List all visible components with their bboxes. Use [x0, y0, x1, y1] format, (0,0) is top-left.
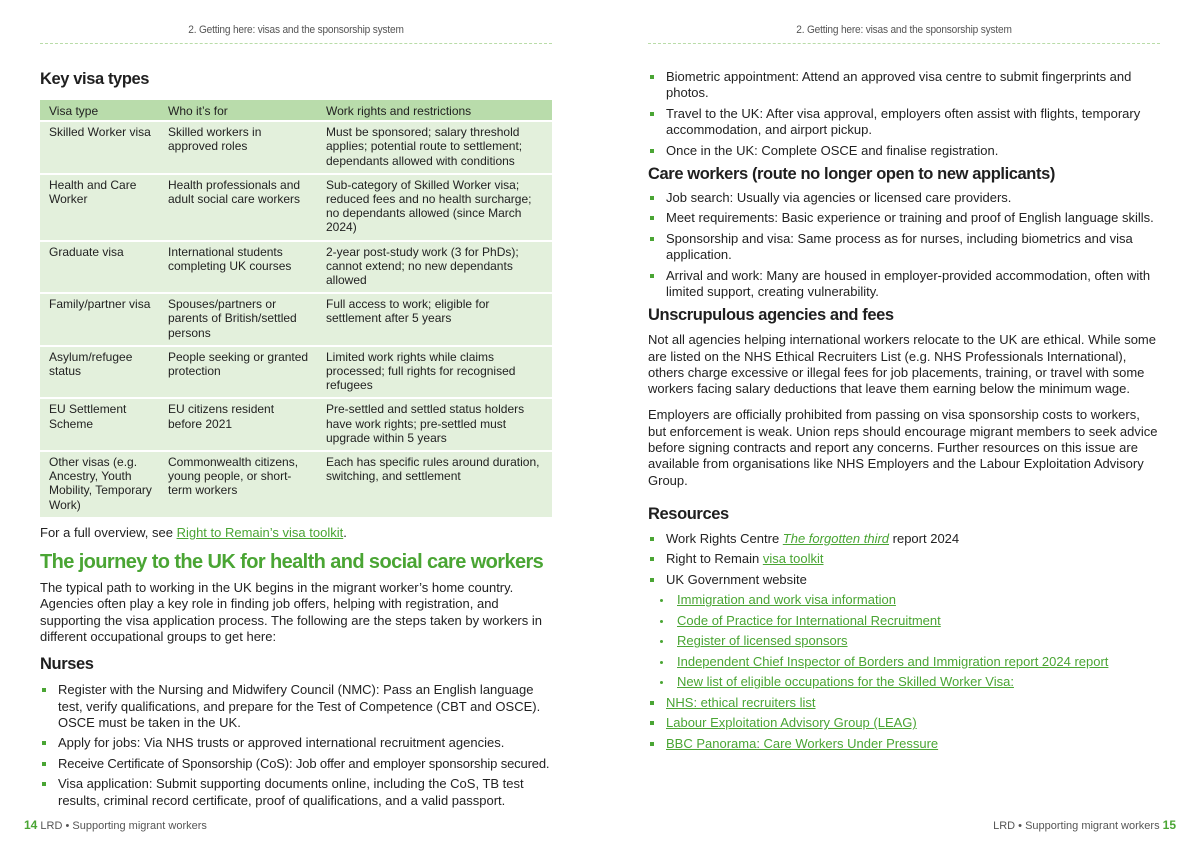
table-cell: Pre-settled and settled status holders have work rights; pre-settled must upgrade within 5 years: [317, 399, 552, 450]
overview-paragraph: [40, 525, 552, 541]
bullet-icon: [650, 537, 654, 541]
list-item-text: Travel to the UK: After visa approval, employers often assist with flights, temporary accommodation, and airport pickup.: [666, 105, 1141, 138]
dot-bullet-icon: [660, 640, 663, 643]
list-item: [40, 776, 552, 809]
table-cell: Limited work rights while claims processed; full rights for recognised refugees: [317, 347, 552, 398]
visa-toolkit-link[interactable]: Right to Remain’s visa toolkit: [176, 524, 344, 540]
nurses-steps-list: [40, 682, 552, 809]
column-header: Visa type: [40, 100, 159, 120]
leag-link[interactable]: Labour Exploitation Advisory Group (LEAG): [666, 715, 917, 731]
list-item: [648, 572, 1160, 588]
column-header: Work rights and restrictions: [317, 100, 552, 120]
page-15: [608, 0, 1200, 852]
table-cell: People seeking or granted protection: [159, 347, 317, 398]
table-row: [40, 452, 552, 517]
table-row: [40, 399, 552, 450]
list-item: [648, 695, 1160, 711]
footer-text: LRD • Supporting migrant workers: [40, 820, 207, 832]
header-divider: [40, 43, 552, 44]
bullet-icon: [42, 741, 46, 745]
header-divider: [648, 43, 1160, 44]
overview-suffix: .: [343, 524, 347, 540]
forgotten-third-link[interactable]: The forgotten third: [782, 530, 890, 546]
table-cell: Skilled workers in approved roles: [159, 122, 317, 173]
list-item: [648, 106, 1160, 139]
list-item: [648, 210, 1160, 226]
table-cell: Full access to work; eligible for settlement after 5 years: [317, 294, 552, 345]
bullet-icon: [650, 75, 654, 79]
list-item: [648, 715, 1160, 731]
table-cell: Graduate visa: [40, 242, 159, 293]
table-cell: 2-year post-study work (3 for PhDs); cannot extend; no new dependants allowed: [317, 242, 552, 293]
list-item-text: Apply for jobs: Via NHS trusts or approved international recruitment agencies.: [58, 735, 505, 751]
running-head: 2. Getting here: visas and the sponsorship system: [796, 24, 1012, 36]
running-head: 2. Getting here: visas and the sponsorship system: [188, 24, 404, 36]
table-cell: Asylum/refugee status: [40, 347, 159, 398]
bullet-icon: [650, 112, 654, 116]
list-item: [40, 682, 552, 731]
list-item: [648, 531, 1160, 547]
list-item-text: UK Government website: [666, 571, 807, 587]
bullet-icon: [42, 688, 46, 692]
bullet-icon: [650, 578, 654, 582]
list-item: [648, 143, 1160, 159]
page-footer-left: [24, 818, 207, 832]
bullet-icon: [650, 237, 654, 241]
table-cell: Skilled Worker visa: [40, 122, 159, 173]
table-cell: Each has specific rules around duration, switching, and settlement: [317, 452, 552, 517]
nhs-ethical-recruiters-link[interactable]: NHS: ethical recruiters list: [666, 694, 816, 710]
table-cell: Family/partner visa: [40, 294, 159, 345]
icibi-report-link[interactable]: Independent Chief Inspector of Borders and Immigration report 2024 report: [677, 653, 1109, 669]
bullet-icon: [650, 274, 654, 278]
list-item-text: Once in the UK: Complete OSCE and finalise registration.: [666, 142, 999, 158]
list-item-text: Register with the Nursing and Midwifery Council (NMC): Pass an English language test, verify qualifications, and prepare for the Test of Competence (CBT and OSCE). OSCE must be taken in the UK.: [58, 682, 541, 730]
bullet-icon: [650, 701, 654, 705]
overview-text: For a full overview, see: [40, 524, 177, 540]
table-cell: EU citizens resident before 2021: [159, 399, 317, 450]
code-of-practice-link[interactable]: Code of Practice for International Recruitment: [677, 612, 941, 628]
list-item-text: Arrival and work: Many are housed in employer-provided accommodation, often with limited support, creating vulnerability.: [666, 267, 1151, 299]
agencies-heading: Unscrupulous agencies and fees: [648, 306, 894, 325]
dot-bullet-icon: [660, 681, 663, 684]
list-item: [648, 69, 1160, 102]
sub-list-item: [648, 633, 1160, 649]
list-item-text: Receive Certificate of Sponsorship (CoS): Job offer and employer sponsorship secured.: [58, 755, 550, 771]
footer-text: LRD • Supporting migrant workers: [993, 820, 1160, 832]
list-item: [648, 268, 1160, 301]
bullet-icon: [650, 216, 654, 220]
visa-toolkit-link[interactable]: visa toolkit: [762, 551, 824, 567]
list-item-text: Sponsorship and visa: Same process as for nurses, including biometrics and visa application.: [666, 230, 1133, 263]
list-item: [40, 735, 552, 751]
care-workers-heading: Care workers (route no longer open to new applicants): [648, 164, 1055, 183]
list-item-text: Right to Remain: [666, 551, 763, 567]
dot-bullet-icon: [660, 661, 663, 664]
sub-list-item: [648, 654, 1160, 670]
table-row: [40, 294, 552, 345]
list-item: [648, 190, 1160, 206]
sub-list-item: [648, 674, 1160, 690]
bullet-icon: [650, 557, 654, 561]
table-cell: Must be sponsored; salary threshold applies; potential route to settlement; dependants allowed with conditions: [317, 122, 552, 173]
journey-intro: The typical path to working in the UK begins in the migrant worker’s home country. Agencies often play a key role in finding job offers, helping with registration, and supporting the visa application process. The following are the steps taken by workers in different occupational groups to get here:: [40, 580, 542, 645]
bullet-icon: [650, 721, 654, 725]
eligible-occupations-link[interactable]: New list of eligible occupations for the Skilled Worker Visa:: [677, 674, 1014, 690]
sub-list-item: [648, 613, 1160, 629]
list-item-text: Job search: Usually via agencies or licensed care providers.: [666, 189, 1012, 205]
table-cell: EU Settlement Scheme: [40, 399, 159, 450]
bullet-icon: [650, 742, 654, 746]
table-row: [40, 242, 552, 293]
page-footer-right: [993, 818, 1176, 832]
bullet-icon: [650, 196, 654, 200]
visa-types-table: [40, 98, 552, 519]
resources-list: [648, 531, 1160, 752]
dot-bullet-icon: [660, 599, 663, 602]
bbc-panorama-link[interactable]: BBC Panorama: Care Workers Under Pressure: [666, 735, 939, 751]
agencies-paragraph-2: Employers are officially prohibited from passing on visa sponsorship costs to workers, but enforcement is weak. Union reps should encourage migrant members to seek advice before signing contracts and report any concerns. Further resources on this issue are available from organisations like NHS Employers and the Labour Exploitation Advisory Group.: [648, 407, 1158, 488]
table-row: [40, 122, 552, 173]
list-item: [648, 736, 1160, 752]
table-cell: International students completing UK courses: [159, 242, 317, 293]
table-cell: Commonwealth citizens, young people, or short-term workers: [159, 452, 317, 517]
agencies-paragraph-1: Not all agencies helping international workers relocate to the UK are ethical. While some are listed on the NHS Ethical Recruiters List (e.g. NHS Professionals International), others charge excessive or illegal fees for job placements, training, or travel with some workers facing salary deductions that leave them earning below the minimum wage.: [648, 332, 1156, 397]
list-item: [40, 756, 552, 772]
resources-heading: Resources: [648, 504, 729, 523]
list-item-text: Work Rights Centre: [666, 530, 783, 546]
table-row: [40, 175, 552, 240]
key-visa-types-heading: Key visa types: [40, 70, 150, 88]
table-cell: Sub-category of Skilled Worker visa; reduced fees and no health surcharge; no dependants allowed (since March 2024): [317, 175, 552, 240]
column-header: Who it’s for: [159, 100, 317, 120]
bullet-icon: [42, 782, 46, 786]
table-header-row: [40, 100, 552, 120]
list-item-text: Biometric appointment: Attend an approved visa centre to submit fingerprints and photos.: [666, 69, 1132, 101]
page-number: 14: [24, 818, 38, 832]
table-cell: Health professionals and adult social care workers: [159, 175, 317, 240]
immigration-info-link[interactable]: Immigration and work visa information: [677, 592, 896, 608]
list-item-text: report 2024: [889, 530, 960, 546]
journey-heading: The journey to the UK for health and social care workers: [40, 551, 544, 574]
nurses-heading: Nurses: [40, 655, 94, 674]
table-row: [40, 347, 552, 398]
list-item: [648, 231, 1160, 264]
bullet-icon: [650, 149, 654, 153]
care-steps-list: [648, 190, 1160, 300]
list-item: [648, 551, 1160, 567]
nurses-steps-continued-list: [648, 69, 1160, 159]
left-content: [40, 70, 552, 813]
table-cell: Health and Care Worker: [40, 175, 159, 240]
page-number: 15: [1162, 818, 1176, 832]
list-item-text: Meet requirements: Basic experience or training and proof of English language skills.: [666, 210, 1154, 226]
table-cell: Spouses/partners or parents of British/settled persons: [159, 294, 317, 345]
list-item-text: Visa application: Submit supporting documents online, including the CoS, TB test results, criminal record certificate, proof of qualifications, and a valid passport.: [58, 776, 524, 808]
table-cell: Other visas (e.g. Ancestry, Youth Mobility, Temporary Work): [40, 452, 159, 517]
licensed-sponsors-link[interactable]: Register of licensed sponsors: [677, 633, 848, 649]
bullet-icon: [42, 762, 46, 766]
dot-bullet-icon: [660, 620, 663, 623]
sub-list-item: [648, 592, 1160, 608]
right-content: [648, 69, 1160, 756]
